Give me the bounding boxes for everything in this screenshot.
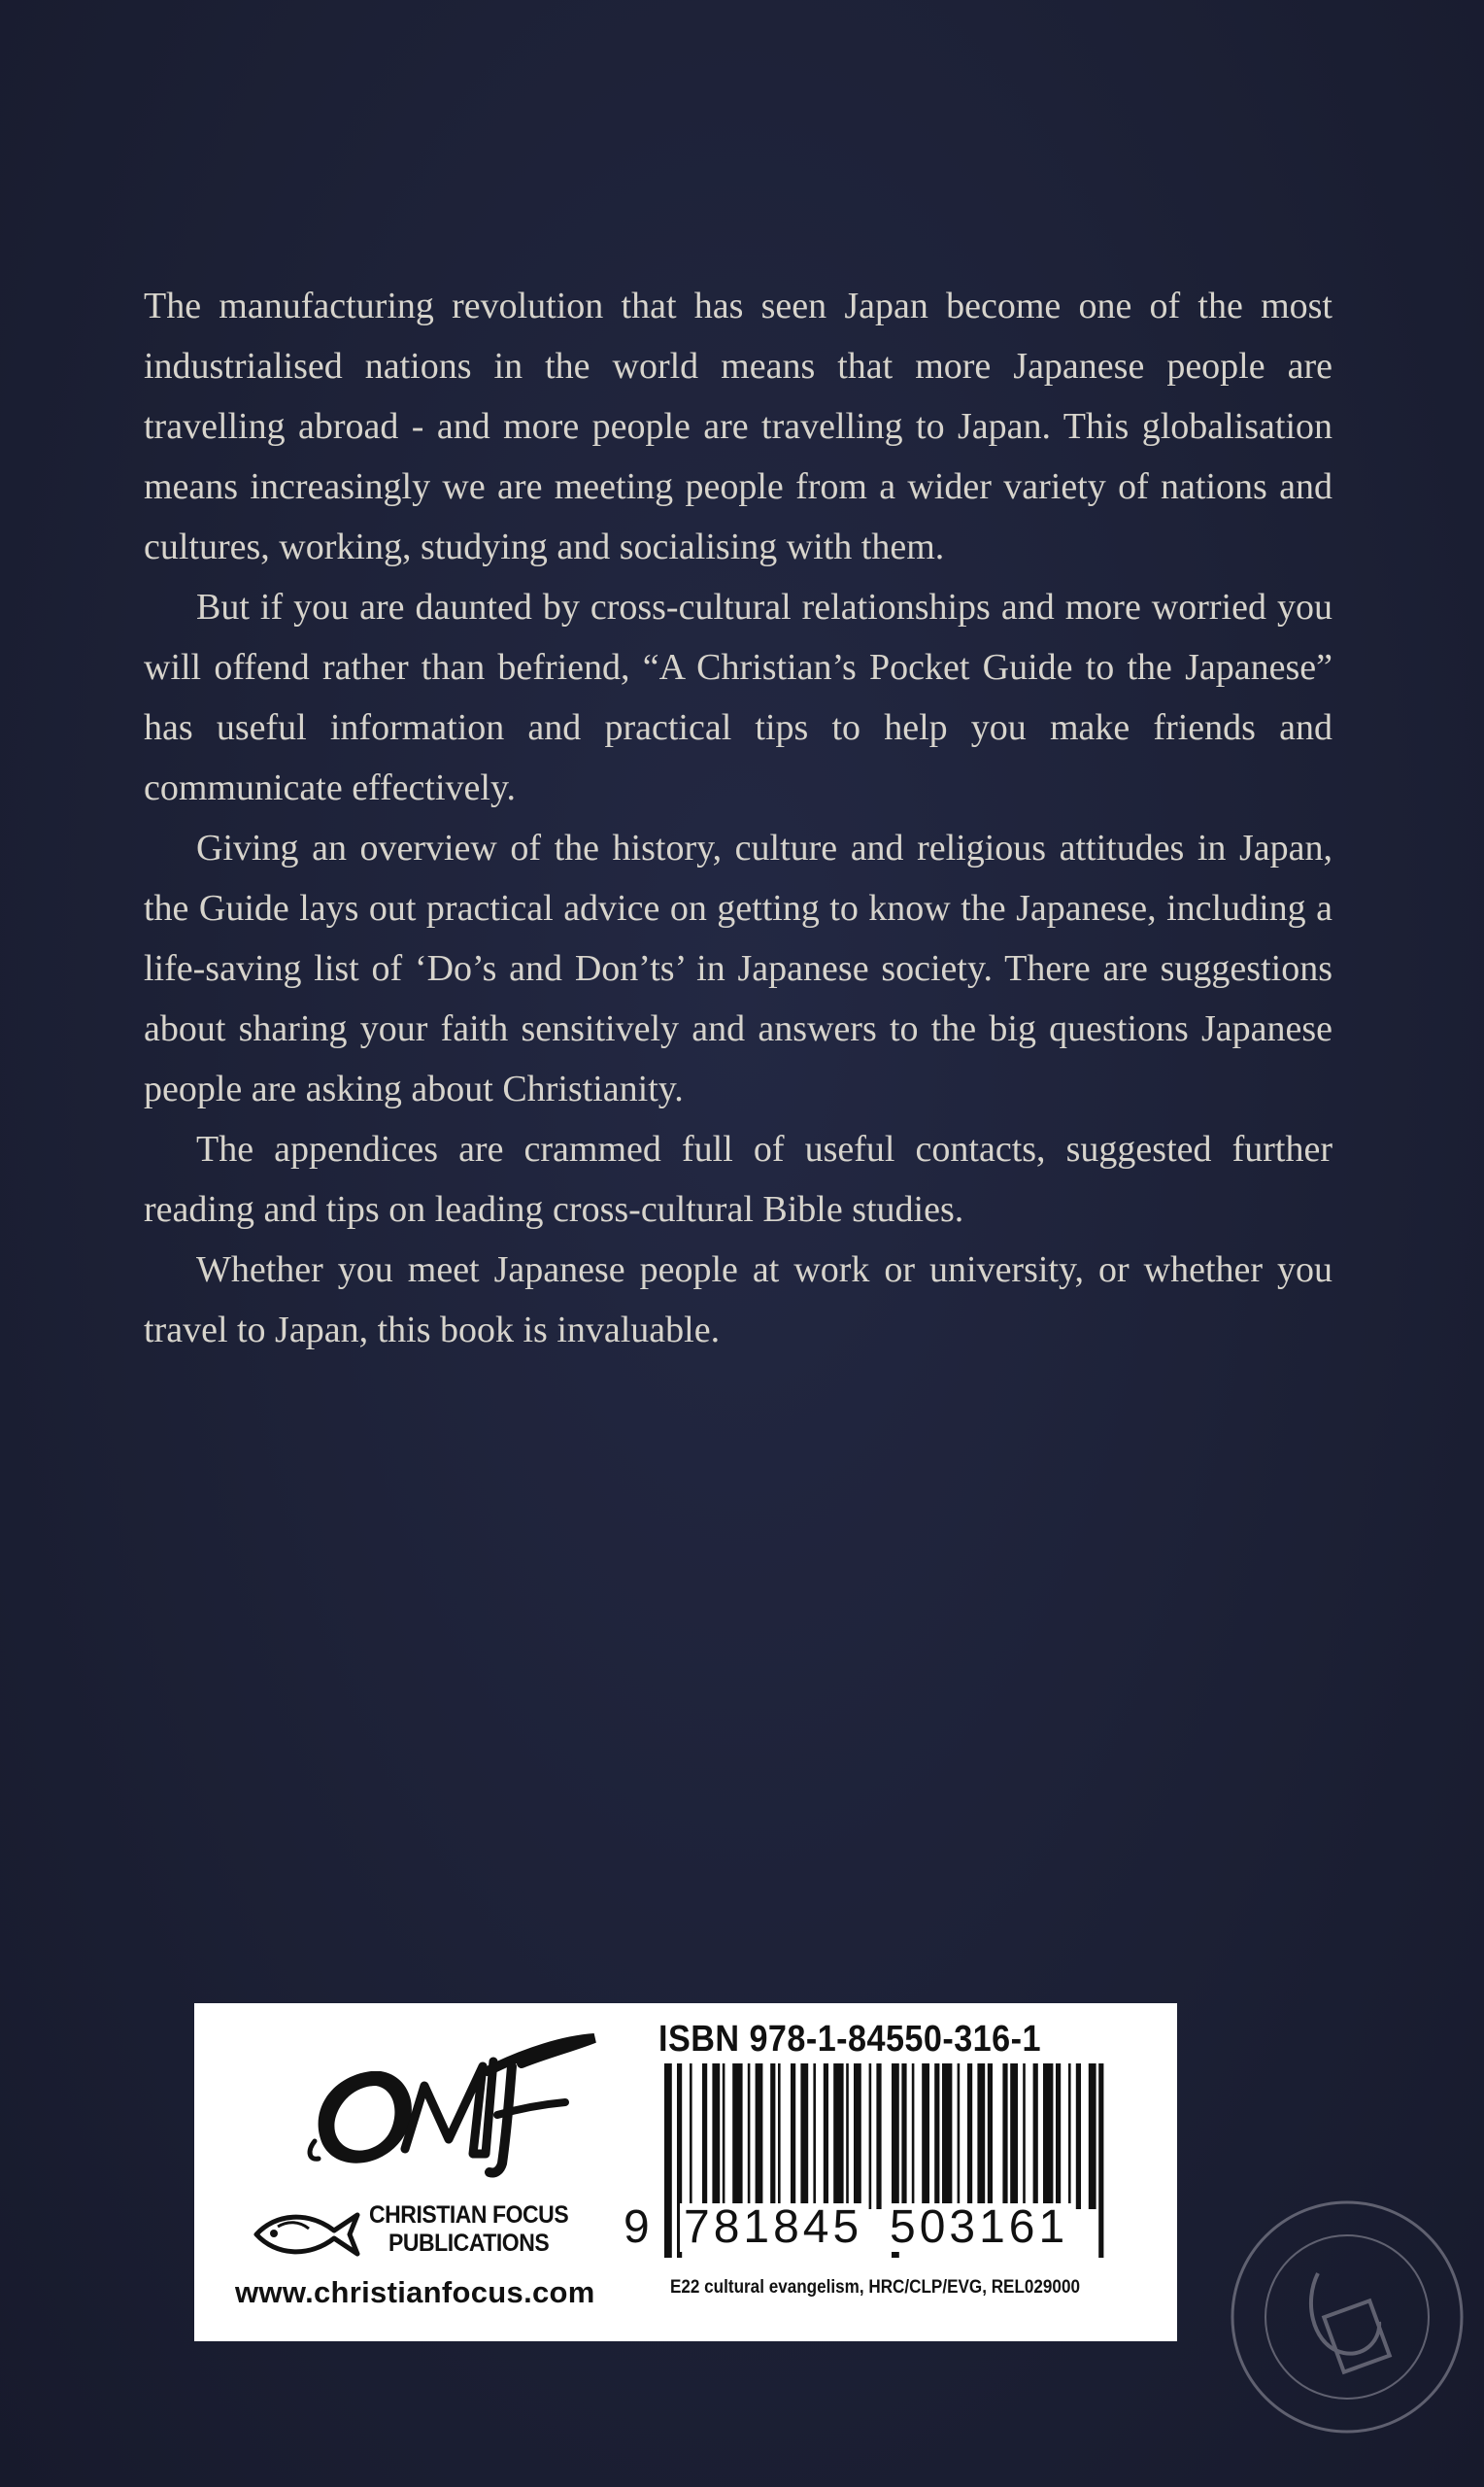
- barcode-bar: [934, 2063, 939, 2209]
- blurb-paragraph: The appendices are crammed full of useful contacts, suggested further reading and tips on leading cross-cultural Bible studies.: [144, 1129, 1332, 1230]
- isbn-text: ISBN 978-1-84550-316-1: [658, 2019, 1041, 2060]
- barcode-bar: [778, 2063, 781, 2209]
- barcode-bar: [1033, 2063, 1038, 2209]
- omf-logo: [303, 2032, 610, 2178]
- barcode-bar: [791, 2063, 795, 2209]
- christian-focus-publications-logo: [249, 2194, 618, 2262]
- barcode-bar: [967, 2063, 972, 2209]
- publisher-name-line1: CHRISTIAN FOCUS: [369, 2201, 569, 2229]
- barcode-bar: [958, 2063, 961, 2209]
- blurb-paragraph: Giving an overview of the history, culture and religious attitudes in Japan, the Guide lays out practical advice on getting to know the Japanese, including a life-saving list of ‘Do’s and Don’ts’ in Japanese society. There are suggestions about sharing your faith sensitively and answers to the big questions Japanese people are asking about Christianity.: [144, 828, 1332, 1109]
- category-code: E22 cultural evangelism, HRC/CLP/EVG, REL029000: [670, 2277, 1080, 2298]
- blurb-paragraph: Whether you meet Japanese people at work or university, or whether you travel to Japan, this book is invaluable.: [144, 1249, 1332, 1350]
- publisher-name-line2: PUBLICATIONS: [388, 2230, 550, 2257]
- barcode-bar: [770, 2063, 775, 2209]
- barcode-left-digits: 781845: [680, 2203, 866, 2252]
- barcode-bar: [977, 2063, 985, 2209]
- barcode-bar: [664, 2063, 672, 2258]
- barcode-bar: [712, 2063, 720, 2209]
- barcode-bar: [813, 2063, 816, 2209]
- barcode-bar: [702, 2063, 707, 2209]
- blurb-paragraph: The manufacturing revolution that has seen Japan become one of the most industrialised nations in the world means that more Japanese people are travelling abroad - and more people are travelling to Japan. This globalisation means increasingly we are meeting people from a wider variety of nations and cultures, working, studying and socialising with them.: [144, 286, 1332, 567]
- barcode-bar: [912, 2063, 915, 2209]
- blurb-paragraph: But if you are daunted by cross-cultural relationships and more worried you will offend rather than befriend, “A Christian’s Pocket Guide to the Japanese” has useful information and practical tips to help you make friends and communicate effectively.: [144, 587, 1332, 808]
- barcode-bar: [846, 2063, 849, 2209]
- barcode-bar: [869, 2063, 872, 2209]
- barcode-bar: [1002, 2063, 1007, 2209]
- bookshop-stamp: [1226, 2196, 1468, 2438]
- barcode-bar: [1068, 2063, 1071, 2209]
- barcode-bar: [854, 2063, 861, 2209]
- barcode-bar: [756, 2063, 763, 2209]
- barcode-bar: [1076, 2063, 1081, 2209]
- barcode-bar: [690, 2063, 692, 2209]
- barcode-bar: [800, 2063, 808, 2209]
- barcode-bar: [1023, 2063, 1026, 2209]
- barcode-bar: [1098, 2063, 1103, 2258]
- barcode-bar: [1043, 2063, 1053, 2209]
- barcode-bar: [824, 2063, 828, 2209]
- barcode-bar: [942, 2063, 952, 2209]
- barcode-bar: [901, 2063, 906, 2209]
- blurb-text: [144, 276, 1332, 1360]
- barcode-bar: [988, 2063, 993, 2209]
- barcode-bar: [723, 2063, 725, 2209]
- barcode-bar: [1056, 2063, 1061, 2209]
- barcode-bar: [732, 2063, 742, 2209]
- barcode-bar: [876, 2063, 881, 2209]
- fish-icon: [249, 2207, 361, 2262]
- barcode-bar: [1010, 2063, 1018, 2209]
- barcode-first-digit: 9: [624, 2201, 654, 2253]
- website-url: www.christianfocus.com: [235, 2275, 595, 2309]
- barcode-bar: [833, 2063, 843, 2209]
- barcode-bar: [748, 2063, 751, 2209]
- publisher-label: [194, 2003, 1177, 2341]
- barcode-bar: [1089, 2063, 1096, 2209]
- barcode-right-digits: 503161: [886, 2203, 1072, 2252]
- barcode-bar: [922, 2063, 929, 2209]
